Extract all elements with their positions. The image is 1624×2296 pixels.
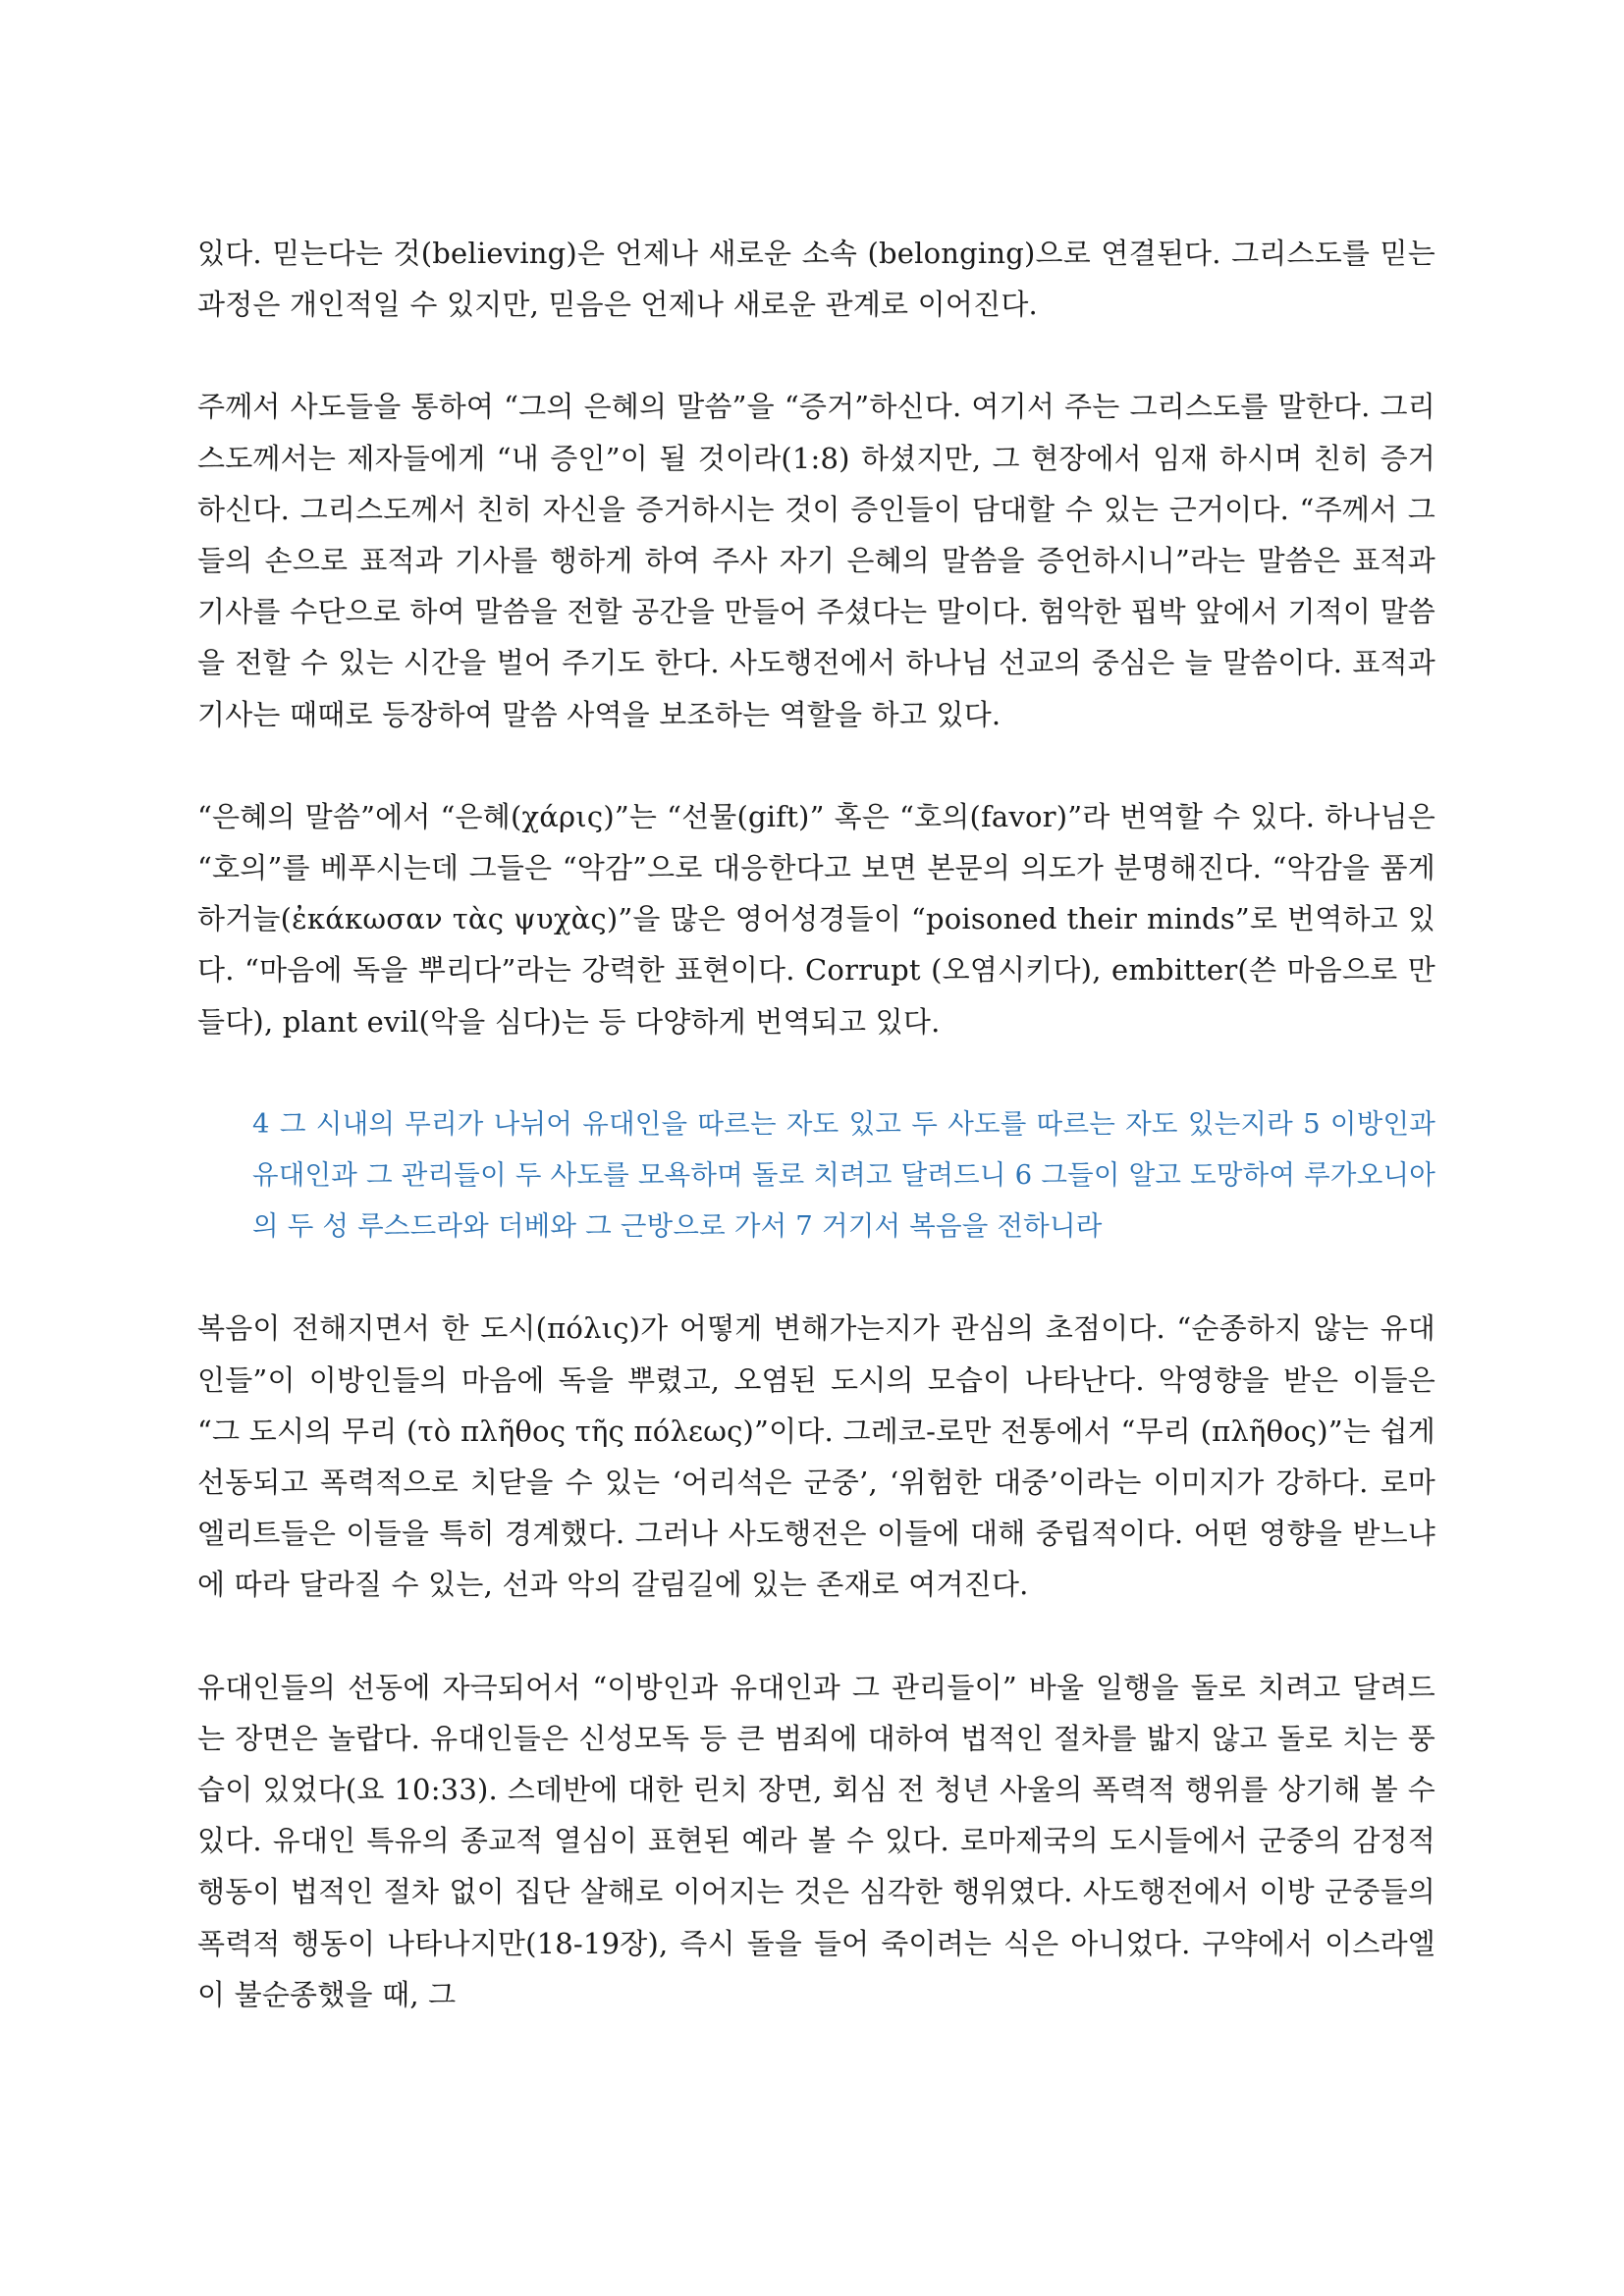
paragraph-belonging: 있다. 믿는다는 것(believing)은 언제나 새로운 소속 (belonging)으로 연결된다. 그리스도를 믿는 과정은 개인적일 수 있지만, 믿음은 언제나 새로운 관계로 이어진다. — [197, 237, 1435, 322]
paragraph-stoning: 유대인들의 선동에 자극되어서 “이방인과 유대인과 그 관리들이” 바울 일행을 돌로 치려고 달려드는 장면은 놀랍다. 유대인들은 신성모독 등 큰 범죄에 대하여 법적인 절차를 밟지 않고 돌로 치는 풍습이 있었다(요 10:33). 스데반에 대한 린치 장면, 회심 전 청년 사울의 폭력적 행위를 상기해 볼 수 있다. 유대인 특유의 종교적 열심이 표현된 예라 볼 수 있다. 로마제국의 도시들에서 군중의 감정적 행동이 법적인 절차 없이 집단 살해로 이어지는 것은 심각한 행위였다. 사도행전에서 이방 군중들의 폭력적 행동이 나타나지만(18-19장), 즉시 돌을 들어 죽이려는 식은 아니었다. 구약에서 이스라엘이 불순종했을 때, 그 — [197, 1670, 1435, 2011]
paragraph-city-crowd: 복음이 전해지면서 한 도시(πόλις)가 어떻게 변해가는지가 관심의 초점이다. “순종하지 않는 유대인들”이 이방인들의 마음에 독을 뿌렸고, 오염된 도시의 모습이 나타난다. 악영향을 받은 이들은 “그 도시의 무리 (τὸ πλῆθος τῆς πόλεως)”이다. 그레코-로만 전통에서 “무리 (πλῆθος)”는 쉽게 선동되고 폭력적으로 치닫을 수 있는 ‘어리석은 군중’, ‘위험한 대중’이라는 이미지가 강하다. 로마 엘리트들은 이들을 특히 경계했다. 그러나 사도행전은 이들에 대해 중립적이다. 어떤 영향을 받느냐에 따라 달라질 수 있는, 선과 악의 갈림길에 있는 존재로 여겨진다. — [197, 1311, 1435, 1602]
scripture-quote-acts-14-4-7: 4 그 시내의 무리가 나뉘어 유대인을 따르는 자도 있고 두 사도를 따르는 자도 있는지라 5 이방인과 유대인과 그 관리들이 두 사도를 모욕하며 돌로 치려고 달려드니 6 그들이 알고 도망하여 루가오니아의 두 성 루스드라와 더베와 그 근방으로 가서 7 거기서 복음을 전하니라 — [252, 1107, 1435, 1243]
document-body — [197, 228, 1435, 2071]
paragraph-witness: 주께서 사도들을 통하여 “그의 은혜의 말씀”을 “증거”하신다. 여기서 주는 그리스도를 말한다. 그리스도께서는 제자들에게 “내 증인”이 될 것이라(1:8) 하셨지만, 그 현장에서 임재 하시며 친히 증거하신다. 그리스도께서 친히 자신을 증거하시는 것이 증인들이 담대할 수 있는 근거이다. “주께서 그들의 손으로 표적과 기사를 행하게 하여 주사 자기 은혜의 말씀을 증언하시니”라는 말씀은 표적과 기사를 수단으로 하여 말씀을 전할 공간을 만들어 주셨다는 말이다. 험악한 핍박 앞에서 기적이 말씀을 전할 수 있는 시간을 벌어 주기도 한다. 사도행전에서 하나님 선교의 중심은 늘 말씀이다. 표적과 기사는 때때로 등장하여 말씀 사역을 보조하는 역할을 하고 있다. — [197, 390, 1435, 731]
paragraph-grace: “은혜의 말씀”에서 “은혜(χάρις)”는 “선물(gift)” 혹은 “호의(favor)”라 번역할 수 있다. 하나님은 “호의”를 베푸시는데 그들은 “악감”으로 대응한다고 보면 본문의 의도가 분명해진다. “악감을 품게 하거늘(ἐκάκωσαν τὰς ψυχὰς)”을 많은 영어성경들이 “poisoned their minds”로 번역하고 있다. “마음에 독을 뿌리다”라는 강력한 표현이다. Corrupt (오염시키다), embitter(쓴 마음으로 만들다), plant evil(악을 심다)는 등 다양하게 번역되고 있다. — [197, 799, 1435, 1039]
